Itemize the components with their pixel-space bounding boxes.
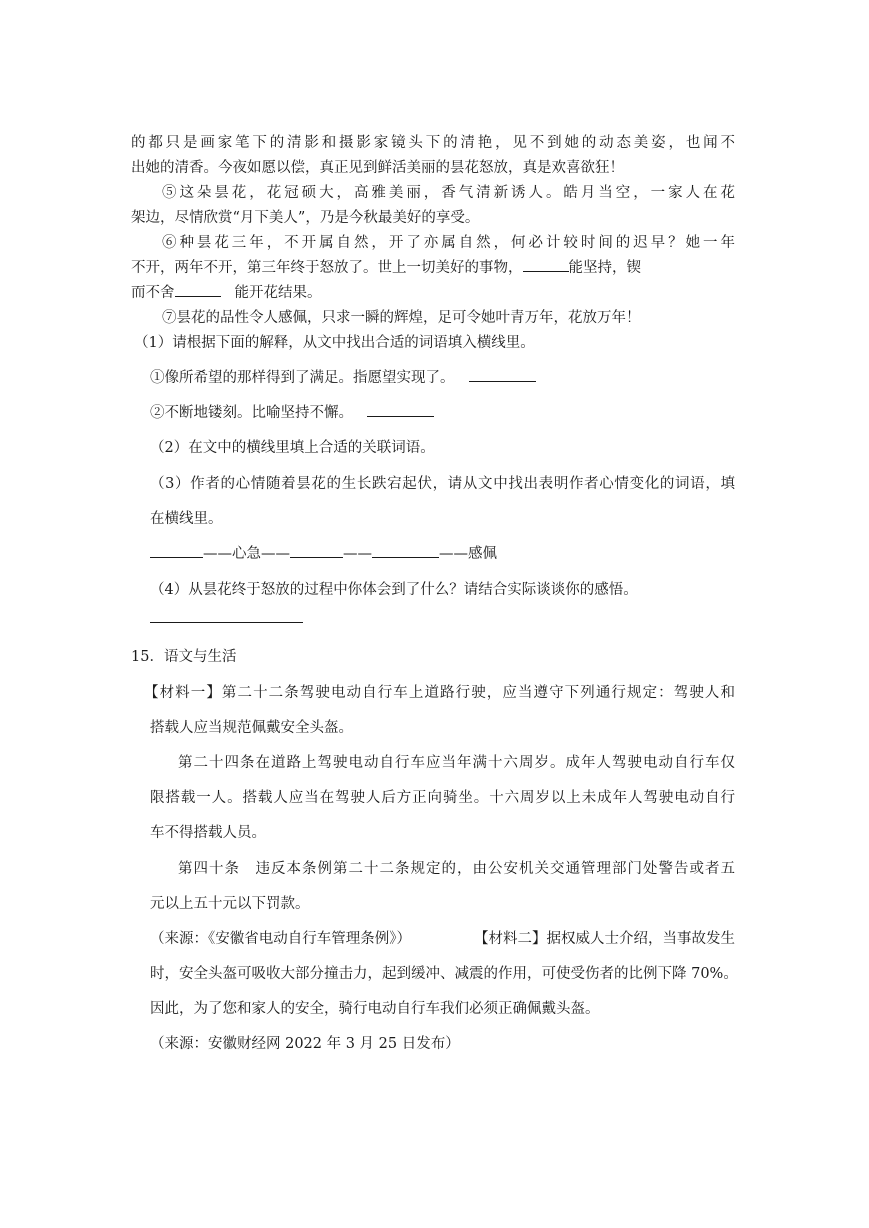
passage-text: 而不舍 — [131, 285, 175, 301]
material-2-line-3: 因此，为了您和家人的安全，骑行电动自行车我们必须正确佩戴头盔。 — [150, 1001, 600, 1017]
answer-blank[interactable] — [290, 543, 343, 558]
passage-paragraph-5-line-2: 架边，尽情欣赏“月下美人”，乃是今秋最美好的享受。 — [131, 210, 480, 226]
answer-blank[interactable] — [150, 608, 303, 623]
item-text: ①像所希望的那样得到了满足。指愿望实现了。 — [150, 370, 455, 386]
passage-paragraph-6-line-1: ⑥种昙花三年，不开属自然，开了亦属自然，何必计较时间的迟早？她一年 — [162, 235, 735, 251]
question-15-title: 15．语文与生活 — [131, 649, 237, 665]
passage-text: 能开花结果。 — [234, 285, 322, 301]
question-1-item-1 — [150, 367, 536, 389]
material-1-line-7: 元以上五十元以下罚款。 — [150, 896, 310, 912]
material-1-line-1: 【材料一】第二十二条驾驶电动自行车上道路行驶，应当遵守下列通行规定：驾驶人和 — [144, 685, 735, 701]
material-1-line-5: 车不得搭载人员。 — [150, 825, 266, 841]
item-text: ②不断地镂刻。比喻坚持不懈。 — [150, 405, 353, 421]
passage-paragraph-6-line-3 — [131, 282, 322, 304]
question-3-prompt-line-2: 在横线里。 — [150, 511, 223, 527]
question-3-answer-row — [150, 543, 497, 565]
passage-paragraph-7: ⑦昙花的品性令人感佩，只求一瞬的辉煌，足可令她叶青万年，花放万年！ — [162, 310, 641, 326]
passage-line-2: 出她的清香。今夜如愿以偿，真正见到鲜活美丽的昙花怒放，真是欢喜欲狂！ — [131, 160, 624, 176]
answer-separator: ——心急—— — [203, 546, 290, 562]
passage-paragraph-6-line-2 — [131, 257, 641, 279]
source-1: （来源：《安徽省电动自行车管理条例》） — [150, 931, 411, 947]
material-1-line-2: 搭载人应当规范佩戴安全头盔。 — [150, 720, 353, 736]
passage-line-1: 的都只是画家笔下的清影和摄影家镜头下的清艳，见不到她的动态美姿，也闻不 — [131, 135, 735, 151]
source-2: （来源：安徽财经网 2022 年 3 月 25 日发布） — [150, 1036, 460, 1052]
answer-separator: ——感佩 — [439, 546, 497, 562]
passage-text: 不开，两年不开，第三年终于怒放了。世上一切美好的事物， — [131, 260, 523, 276]
passage-paragraph-5-line-1: ⑤这朵昙花，花冠硕大，高雅美丽，香气清新诱人。皓月当空，一家人在花 — [162, 185, 735, 201]
answer-blank[interactable] — [367, 402, 434, 417]
material-1-line-4: 限搭载一人。搭载人应当在驾驶人后方正向骑坐。十六周岁以上未成年人驾驶电动自行 — [150, 790, 735, 806]
question-1-item-2 — [150, 402, 434, 424]
source-and-material-2-line — [150, 928, 735, 950]
question-4-answer-row — [150, 608, 303, 630]
passage-text: 能坚持，锲 — [568, 260, 641, 276]
answer-blank[interactable] — [150, 543, 203, 558]
answer-blank[interactable] — [372, 543, 439, 558]
answer-blank[interactable] — [469, 367, 536, 382]
answer-blank[interactable] — [523, 257, 569, 272]
material-2-line-2: 时，安全头盔可吸收大部分撞击力，起到缓冲、减震的作用，可使受伤者的比例下降 70%。 — [150, 966, 738, 982]
question-2-prompt: （2）在文中的横线里填上合适的关联词语。 — [150, 440, 435, 456]
question-1-prompt: （1）请根据下面的解释，从文中找出合适的词语填入横线里。 — [134, 335, 535, 351]
question-4-prompt: （4）从昙花终于怒放的过程中你体会到了什么？请结合实际谈谈你的感悟。 — [150, 582, 638, 598]
material-1-line-6: 第四十条 违反本条例第二十二条规定的，由公安机关交通管理部门处警告或者五 — [178, 861, 735, 877]
material-1-line-3: 第二十四条在道路上驾驶电动自行车应当年满十六周岁。成年人驾驶电动自行车仅 — [178, 755, 735, 771]
material-2-line-1: 【材料二】据权威人士介绍，当事故发生 — [474, 931, 735, 947]
answer-blank[interactable] — [175, 282, 221, 297]
question-3-prompt-line-1: （3）作者的心情随着昙花的生长跌宕起伏，请从文中找出表明作者心情变化的词语，填 — [150, 476, 735, 492]
answer-separator: —— — [343, 546, 372, 562]
